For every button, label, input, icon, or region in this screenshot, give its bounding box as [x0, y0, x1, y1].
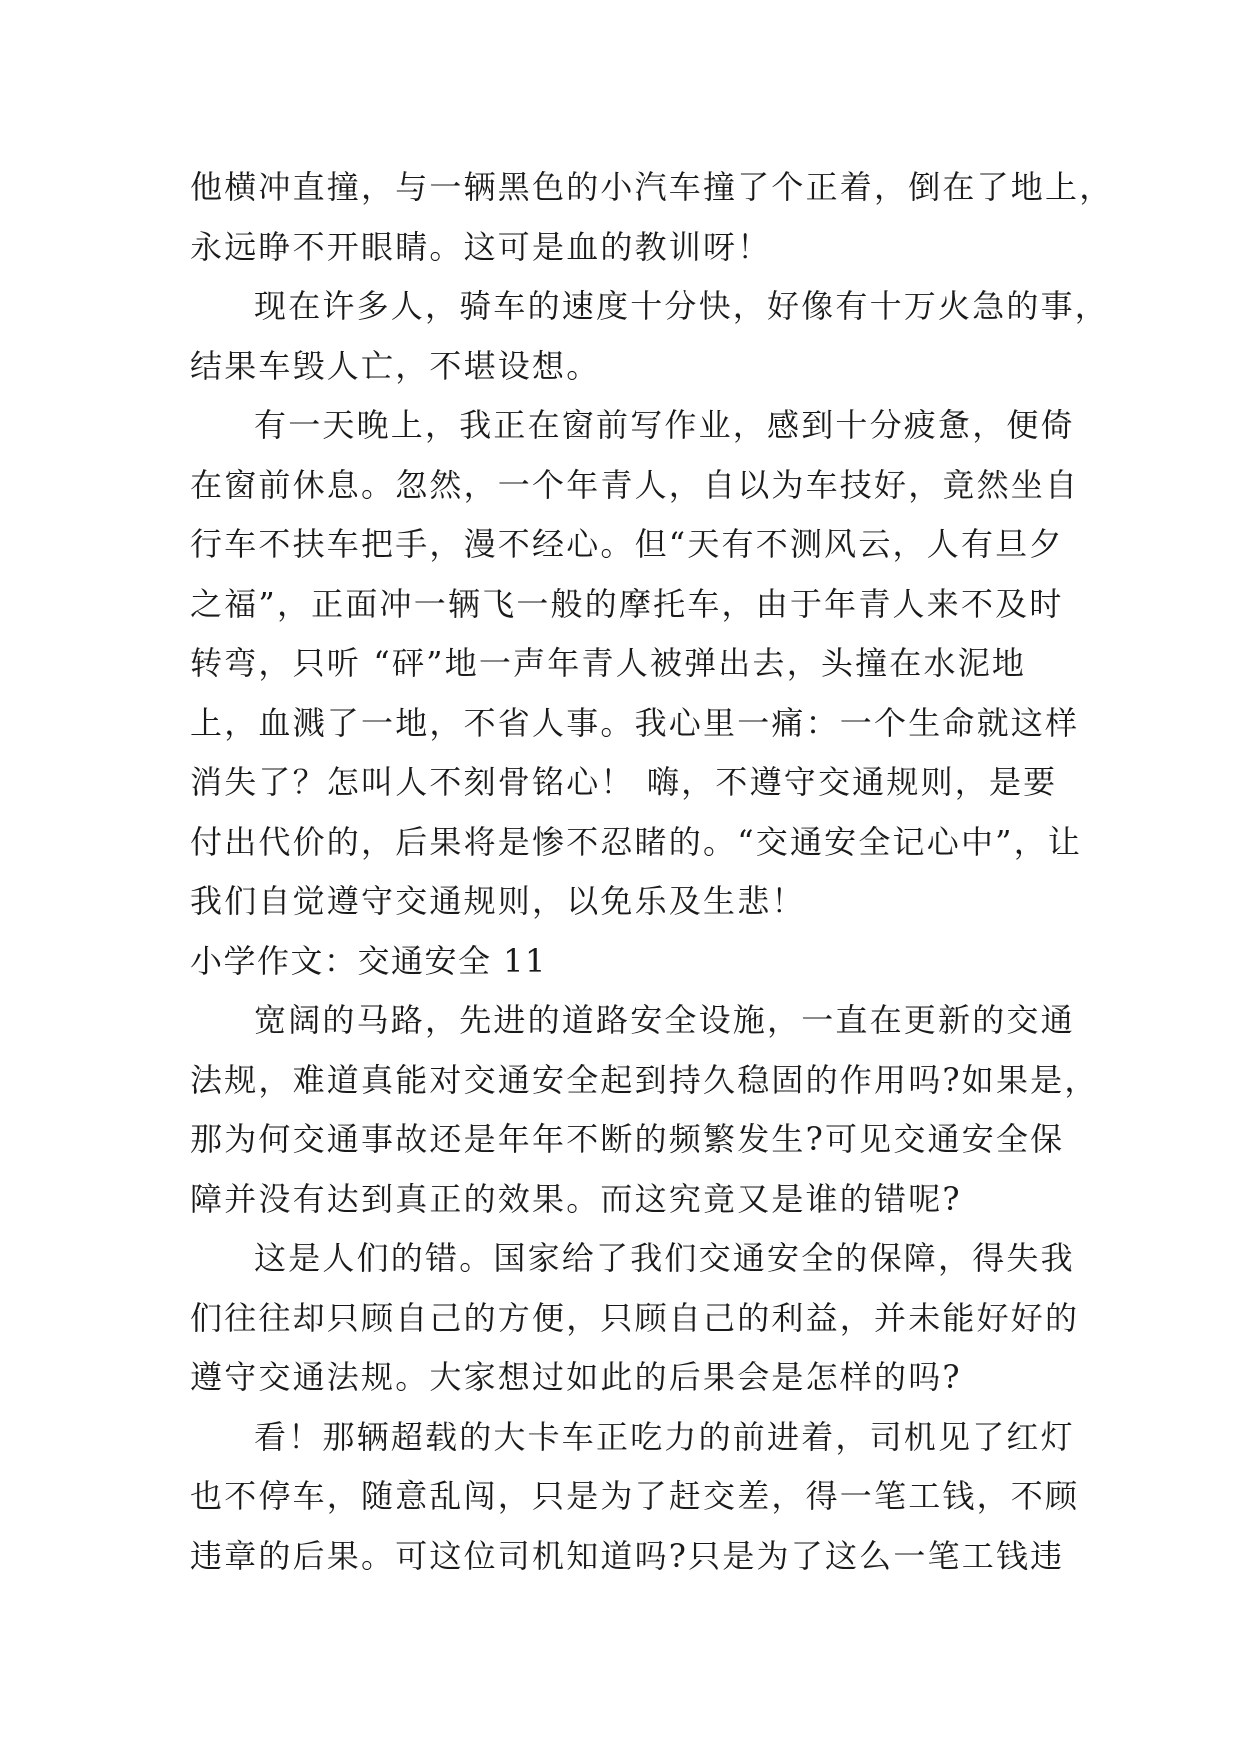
- text-line: 我们自觉遵守交通规则，以免乐及生悲！: [190, 882, 806, 920]
- text-line: 障并没有达到真正的效果。而这究竟又是谁的错呢?: [190, 1179, 962, 1218]
- text-line: 违章的后果。可这位司机知道吗?只是为了这么一笔工钱违: [190, 1536, 1065, 1575]
- text-line: 看！那辆超载的大卡车正吃力的前进着，司机见了红灯: [254, 1417, 1075, 1456]
- text-line: 转弯，只听 “砰”地一声年青人被弹出去，头撞在水泥地: [190, 644, 1027, 682]
- text-line: 有一天晚上，我正在窗前写作业，感到十分疲惫，便倚: [254, 406, 1075, 444]
- text-line: 行车不扶车把手，漫不经心。但“天有不测风云，人有旦夕: [190, 525, 1064, 563]
- text-line: 法规，难道真能对交通安全起到持久稳固的作用吗?如果是，: [190, 1060, 1099, 1099]
- paragraph-6: [190, 1408, 1080, 1587]
- paragraph-essay-tail: [190, 158, 1114, 277]
- paragraph-2: [190, 277, 1110, 396]
- paragraph-4: [190, 991, 1099, 1229]
- text-line: 现在许多人，骑车的速度十分快，好像有十万火急的事，: [254, 287, 1110, 325]
- text-line: 结果车毁人亡，不堪设想。: [190, 346, 601, 385]
- text-line: 之福”，正面冲一辆飞一般的摩托车，由于年青人来不及时: [190, 584, 1064, 623]
- paragraph-3: [190, 396, 1083, 932]
- text-line: 他横冲直撞，与一辆黑色的小汽车撞了个正着，倒在了地上，: [190, 168, 1114, 206]
- text-line: 上，血溅了一地，不省人事。我心里一痛：一个生命就这样: [190, 703, 1080, 742]
- text-line: 们往往却只顾自己的方便，只顾自己的利益，并未能好好的: [190, 1298, 1080, 1337]
- section-heading: 小学作文：交通安全 11: [190, 941, 547, 980]
- text-line: 也不停车，随意乱闯，只是为了赶交差，得一笔工钱，不顾: [190, 1477, 1080, 1515]
- text-line: 宽阔的马路，先进的道路安全设施，一直在更新的交通: [254, 1001, 1075, 1039]
- document-body: [190, 158, 1114, 1586]
- paragraph-5: [190, 1229, 1080, 1408]
- text-line: 遵守交通法规。大家想过如此的后果会是怎样的吗?: [190, 1358, 962, 1396]
- text-line: 这是人们的错。国家给了我们交通安全的保障，得失我: [254, 1239, 1075, 1277]
- text-line: 付出代价的，后果将是惨不忍睹的。“交通安全记心中”，让: [190, 822, 1083, 861]
- text-line: 在窗前休息。忽然，一个年青人，自以为车技好，竟然坐自: [190, 465, 1080, 504]
- text-line: 永远睁不开眼睛。这可是血的教训呀！: [190, 227, 772, 266]
- text-line: 那为何交通事故还是年年不断的频繁发生?可见交通安全保: [190, 1120, 1065, 1158]
- text-line: 消失了？怎叫人不刻骨铭心！ 嗨，不遵守交通规则，是要: [190, 763, 1058, 801]
